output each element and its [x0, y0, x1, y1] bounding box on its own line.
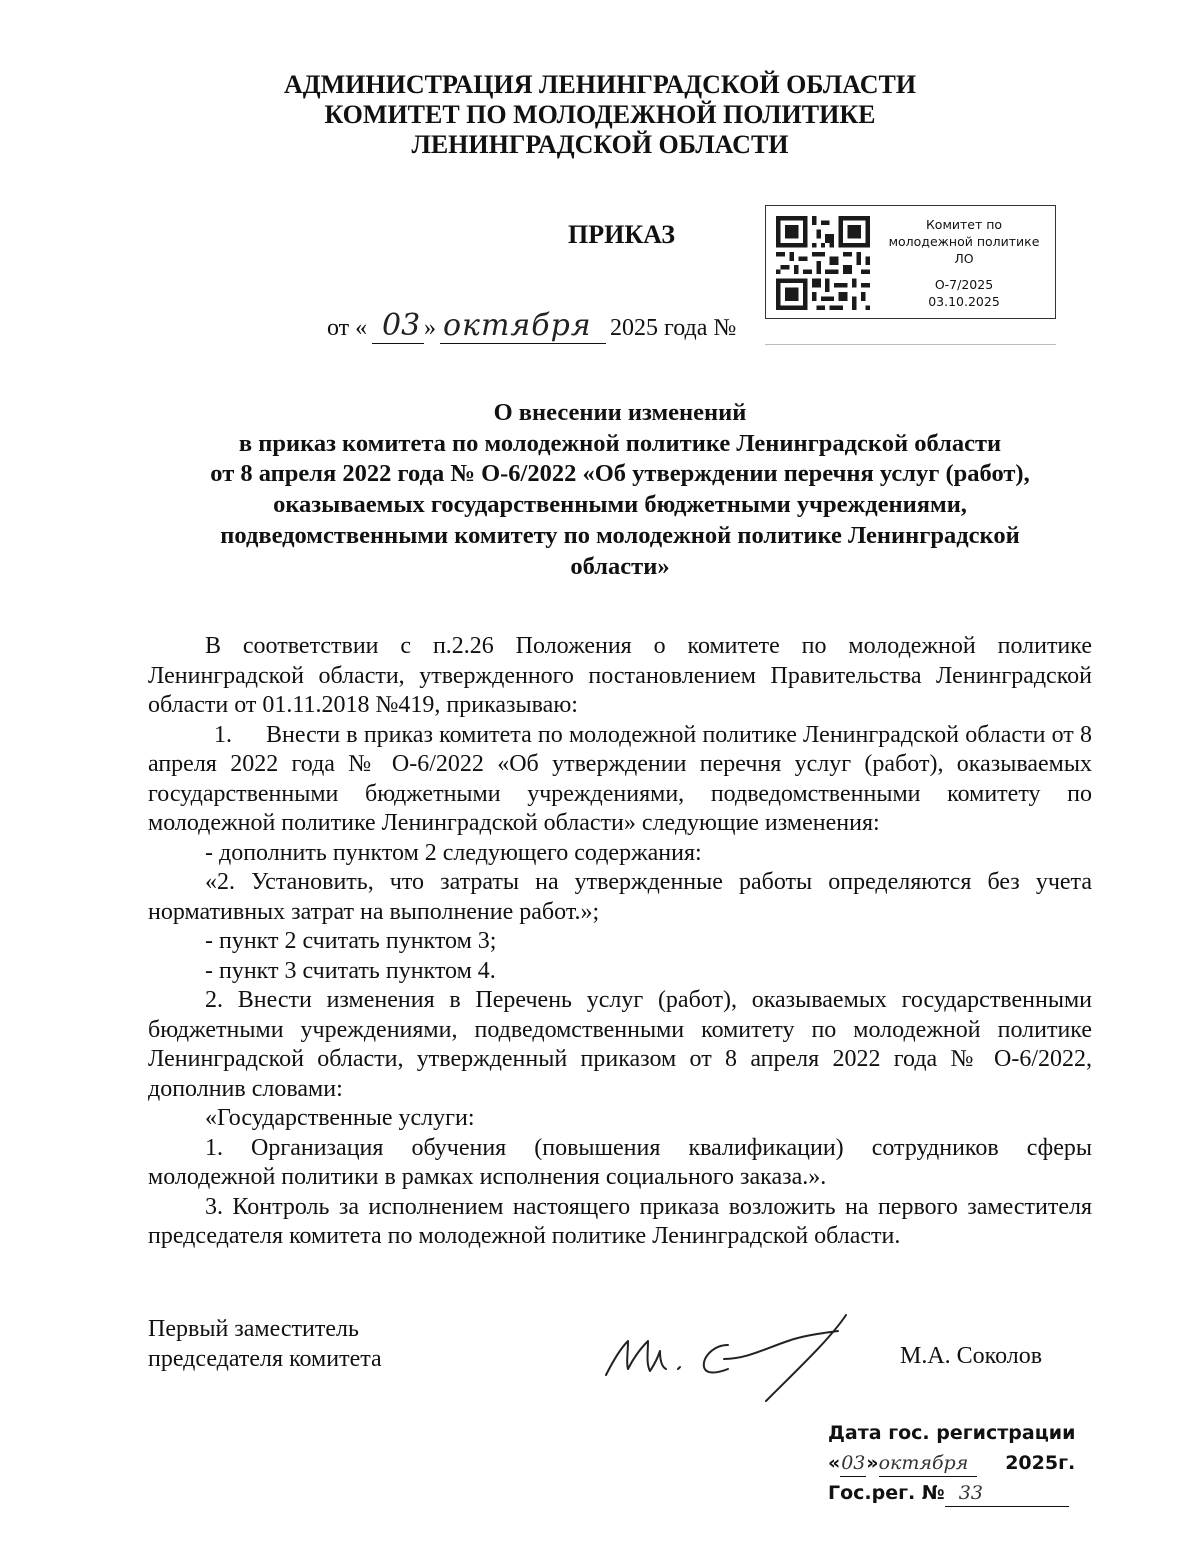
- stamp-number: О-7/2025: [934, 277, 994, 292]
- reg-month-handwritten: октября: [879, 1450, 977, 1477]
- sub-item-renumber-2: - пункт 2 считать пунктом 3;: [205, 928, 497, 954]
- stamp-date: 03.10.2025: [928, 294, 1000, 309]
- registration-label: Дата гос. регистрации: [828, 1422, 1076, 1444]
- registration-number: [828, 1480, 1088, 1510]
- reg-year-suffix: г.: [1058, 1452, 1076, 1474]
- services-heading: «Государственные услуги:: [205, 1105, 475, 1131]
- registration-block: [828, 1420, 1088, 1510]
- signatory-position: [148, 1314, 382, 1374]
- title-line: подведомственными комитету по молодежной политике Ленинградской: [220, 521, 1020, 549]
- stamp-line-2: молодежной политике: [888, 234, 1040, 249]
- date-prefix: от «: [327, 315, 368, 341]
- stamp-text: [876, 216, 1052, 310]
- header-line-1: АДМИНИСТРАЦИЯ ЛЕНИНГРАДСКОЙ ОБЛАСТИ: [283, 70, 917, 99]
- reg-open-quote: «: [828, 1452, 841, 1474]
- title-line: в приказ комитета по молодежной политике Ленинградской области: [238, 429, 1002, 457]
- stamp-line-1: Комитет по: [925, 217, 1003, 232]
- position-line-2: председателя комитета: [148, 1346, 382, 1372]
- qr-code-icon: [776, 216, 870, 310]
- month-underline: [440, 343, 606, 344]
- stamp-line-3: ЛО: [954, 251, 974, 266]
- position-line-1: Первый заместитель: [148, 1316, 359, 1342]
- header-line-2: КОМИТЕТ ПО МОЛОДЕЖНОЙ ПОЛИТИКЕ: [324, 100, 876, 129]
- handwritten-signature: [598, 1305, 873, 1405]
- title-line: оказываемых государственными бюджетными учреждениями,: [273, 491, 967, 519]
- title-line: от 8 апреля 2022 года № О-6/2022 «Об утверждении перечня услуг (работ),: [210, 460, 1030, 488]
- quoted-point-2: «2. Установить, что затраты на утвержденные работы определяются без учета нормативных затрат на выполнение работ.»;: [148, 869, 1092, 925]
- reg-number-label: Гос.рег. №: [828, 1482, 945, 1504]
- header-line-3: ЛЕНИНГРАДСКОЙ ОБЛАСТИ: [411, 130, 789, 159]
- date-suffix: 2025 года №: [610, 315, 737, 341]
- sub-item-add-point: - дополнить пунктом 2 следующего содержания:: [205, 839, 702, 866]
- date-mid: »: [424, 315, 436, 341]
- date-day-handwritten: 03: [382, 308, 421, 343]
- reg-year: 2025: [1005, 1452, 1059, 1474]
- issuer-header: [0, 70, 1200, 160]
- service-1: 1. Организация обучения (повышения квалификации) сотрудников сферы молодежной политики в рамках исполнения социального заказа.».: [148, 1134, 1092, 1190]
- reg-number-handwritten: 33: [945, 1480, 1069, 1507]
- sub-item-renumber-3: - пункт 3 считать пунктом 4.: [205, 957, 496, 984]
- signatory-name: М.А. Соколов: [900, 1343, 1043, 1369]
- day-underline: [372, 343, 424, 344]
- reg-day-handwritten: 03: [840, 1450, 866, 1477]
- document-type: ПРИКАЗ: [568, 220, 676, 249]
- item-1-text: Внести в приказ комитета по молодежной политике Ленинградской области от 8 апреля 2022 года № О-6/2022 «Об утверждении перечня услуг (работ), оказываемых государственными бюджетными учреждениями, подведомственными комитету по молодежной политике Ленинградской области» следующие изменения:: [148, 721, 1092, 836]
- item-1-number: 1.: [214, 721, 232, 748]
- item-2: 2. Внести изменения в Перечень услуг (работ), оказываемых государственными бюджетными учреждениями, подведомственными комитету по молодежной политике Ленинградской области, утвержденный приказом от 8 апреля 2022 года № О-6/2022, дополнив словами:: [148, 987, 1092, 1102]
- reg-close-quote: »: [866, 1452, 879, 1474]
- intro-paragraph: В соответствии с п.2.26 Положения о комитете по молодежной политике Ленинградской области, утвержденного постановлением Правительства Ленинградской области от 01.11.2018 №419, приказываю:: [148, 633, 1092, 718]
- item-3: 3. Контроль за исполнением настоящего приказа возложить на первого заместителя председателя комитета по молодежной политике Ленинградской области.: [148, 1193, 1092, 1249]
- registration-date: [828, 1450, 1088, 1480]
- item-1: [148, 721, 1092, 839]
- date-month-handwritten: октября: [443, 308, 592, 343]
- document-body: [148, 632, 1092, 1252]
- document-title: [0, 398, 1200, 582]
- order-date-line: [0, 305, 1200, 350]
- registration-stamp: [765, 205, 1056, 319]
- title-line: области»: [570, 552, 670, 580]
- title-line: О внесении изменений: [493, 399, 747, 426]
